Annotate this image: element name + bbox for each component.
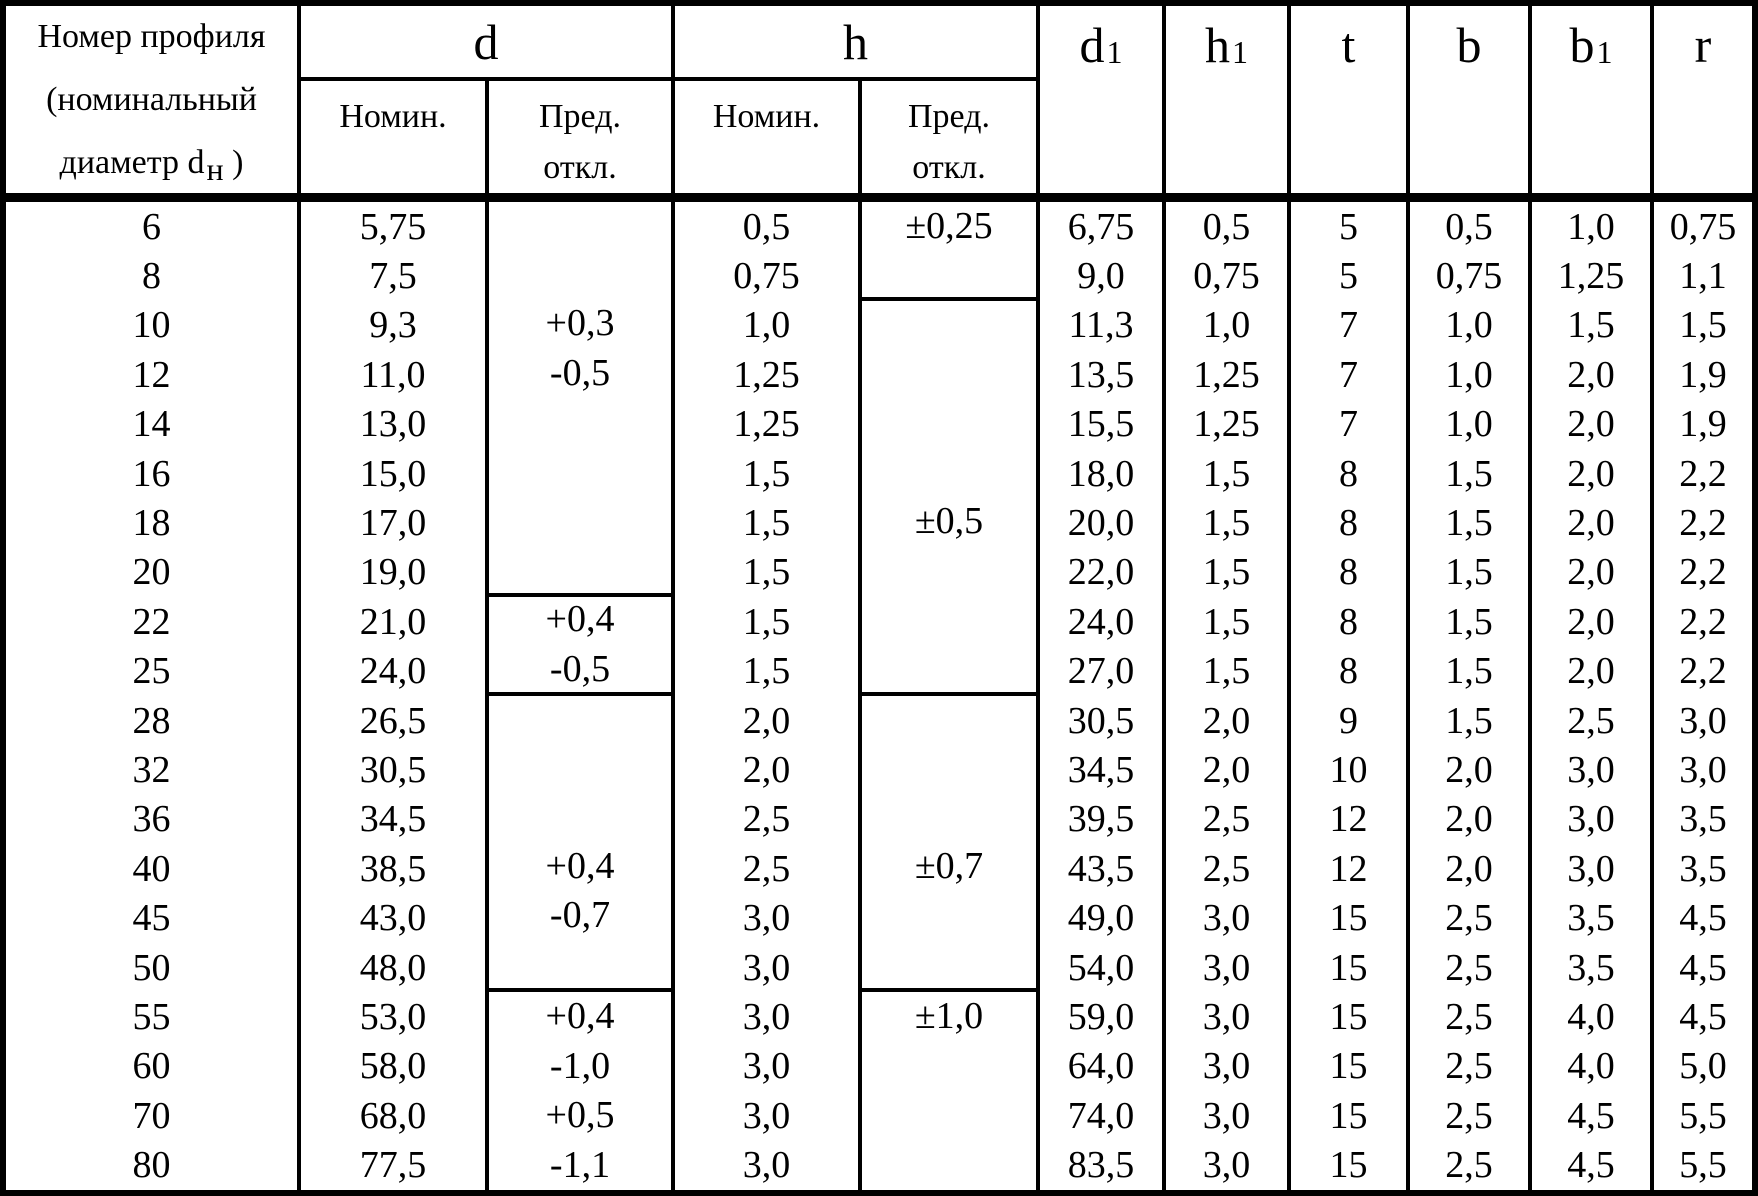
cell-b-60: 2,5 bbox=[1410, 1042, 1532, 1091]
cell-t-70: 15 bbox=[1291, 1091, 1410, 1140]
cell-profile-14: 14 bbox=[6, 400, 301, 449]
cell-profile-80: 80 bbox=[6, 1141, 301, 1190]
cell-h_nom-22: 1,5 bbox=[675, 597, 862, 646]
cell-b-16: 1,5 bbox=[1410, 449, 1532, 498]
cell-d1-55: 59,0 bbox=[1040, 992, 1166, 1041]
cell-h1-36: 2,5 bbox=[1166, 795, 1291, 844]
cell-profile-22: 22 bbox=[6, 597, 301, 646]
cell-b1-32: 3,0 bbox=[1532, 745, 1654, 794]
h_dev_blocks-block-1 bbox=[862, 301, 1040, 696]
cell-d1-8: 9,0 bbox=[1040, 251, 1166, 300]
cell-h_nom-16: 1,5 bbox=[675, 449, 862, 498]
cell-t-16: 8 bbox=[1291, 449, 1410, 498]
cell-h1-32: 2,0 bbox=[1166, 745, 1291, 794]
cell-d1-60: 64,0 bbox=[1040, 1042, 1166, 1091]
cell-r-36: 3,5 bbox=[1679, 798, 1727, 841]
cell-h_nom-36: 2,5 bbox=[675, 795, 862, 844]
cell-b-8: 0,75 bbox=[1410, 251, 1532, 300]
cell-b1-25: 2,0 bbox=[1532, 647, 1654, 696]
header-b: b bbox=[1410, 6, 1532, 202]
cell-b-28: 1,5 bbox=[1410, 696, 1532, 745]
cell-h1-70: 3,0 bbox=[1166, 1091, 1291, 1140]
cell-b1-18: 2,0 bbox=[1532, 498, 1654, 547]
cell-d_nom-16: 15,0 bbox=[301, 449, 489, 498]
cell-profile-45: 45 bbox=[6, 894, 301, 943]
cell-profile-32: 32 bbox=[6, 745, 301, 794]
d_dev_blocks-block-0 bbox=[489, 202, 675, 597]
cell-b1-6: 1,0 bbox=[1532, 202, 1654, 251]
cell-h_nom-55: 3,0 bbox=[675, 992, 862, 1041]
cell-d_nom-10: 9,3 bbox=[301, 301, 489, 350]
cell-d1-14: 15,5 bbox=[1040, 400, 1166, 449]
cell-b1-20: 2,0 bbox=[1532, 548, 1654, 597]
h_dev_blocks-block-2 bbox=[862, 696, 1040, 992]
cell-profile-50: 50 bbox=[6, 943, 301, 992]
cell-b1-22: 2,0 bbox=[1532, 597, 1654, 646]
header-t: t bbox=[1291, 6, 1410, 202]
cell-t-40: 12 bbox=[1291, 844, 1410, 893]
cell-h1-18: 1,5 bbox=[1166, 498, 1291, 547]
cell-t-18: 8 bbox=[1291, 498, 1410, 547]
cell-profile-40: 40 bbox=[6, 844, 301, 893]
cell-d_nom-55: 53,0 bbox=[301, 992, 489, 1041]
cell-d1-20: 22,0 bbox=[1040, 548, 1166, 597]
cell-profile-36: 36 bbox=[6, 795, 301, 844]
cell-h1-40: 2,5 bbox=[1166, 844, 1291, 893]
cell-d_nom-45: 43,0 bbox=[301, 894, 489, 943]
cell-d_nom-18: 17,0 bbox=[301, 498, 489, 547]
cell-h1-16: 1,5 bbox=[1166, 449, 1291, 498]
cell-d1-10: 11,3 bbox=[1040, 301, 1166, 350]
cell-b1-60: 4,0 bbox=[1532, 1042, 1654, 1091]
cell-h_nom-25: 1,5 bbox=[675, 647, 862, 696]
cell-r-12: 1,9 bbox=[1679, 353, 1727, 396]
cell-r-10: 1,5 bbox=[1679, 304, 1727, 347]
cell-r-28: 3,0 bbox=[1679, 699, 1727, 742]
cell-t-22: 8 bbox=[1291, 597, 1410, 646]
cell-r-55: 4,5 bbox=[1679, 996, 1727, 1039]
cell-b1-36: 3,0 bbox=[1532, 795, 1654, 844]
cell-d_nom-6: 5,75 bbox=[301, 202, 489, 251]
header-profile-line3: диаметр dн ) bbox=[59, 144, 244, 188]
cell-h_nom-40: 2,5 bbox=[675, 844, 862, 893]
cell-r-6: 0,75 bbox=[1669, 205, 1737, 248]
cell-h_nom-45: 3,0 bbox=[675, 894, 862, 943]
cell-r-45: 4,5 bbox=[1679, 897, 1727, 940]
cell-t-14: 7 bbox=[1291, 400, 1410, 449]
cell-h_nom-14: 1,25 bbox=[675, 400, 862, 449]
cell-b-18: 1,5 bbox=[1410, 498, 1532, 547]
cell-h_nom-80: 3,0 bbox=[675, 1141, 862, 1190]
cell-d1-40: 43,5 bbox=[1040, 844, 1166, 893]
cell-h1-14: 1,25 bbox=[1166, 400, 1291, 449]
cell-d1-22: 24,0 bbox=[1040, 597, 1166, 646]
d_dev_blocks-block-3 bbox=[489, 992, 675, 1190]
cell-b1-50: 3,5 bbox=[1532, 943, 1654, 992]
cell-d_nom-32: 30,5 bbox=[301, 745, 489, 794]
cell-d1-18: 20,0 bbox=[1040, 498, 1166, 547]
header-h1: h 1 bbox=[1166, 6, 1291, 202]
cell-h1-28: 2,0 bbox=[1166, 696, 1291, 745]
cell-b-32: 2,0 bbox=[1410, 745, 1532, 794]
header-h-deviation: Пред. откл. bbox=[862, 81, 1040, 202]
cell-r-18: 2,2 bbox=[1679, 502, 1727, 545]
cell-h_nom-12: 1,25 bbox=[675, 350, 862, 399]
d_dev_blocks-block-2-text: +0,4 -0,7 bbox=[545, 844, 615, 937]
cell-b-22: 1,5 bbox=[1410, 597, 1532, 646]
cell-b1-28: 2,5 bbox=[1532, 696, 1654, 745]
cell-b-20: 1,5 bbox=[1410, 548, 1532, 597]
cell-t-12: 7 bbox=[1291, 350, 1410, 399]
cell-t-28: 9 bbox=[1291, 696, 1410, 745]
subscript-1: 1 bbox=[1232, 34, 1248, 71]
cell-h1-6: 0,5 bbox=[1166, 202, 1291, 251]
cell-b-36: 2,0 bbox=[1410, 795, 1532, 844]
cell-b1-45: 3,5 bbox=[1532, 894, 1654, 943]
cell-h_nom-60: 3,0 bbox=[675, 1042, 862, 1091]
d_dev_blocks-block-1 bbox=[489, 597, 675, 696]
cell-b1-14: 2,0 bbox=[1532, 400, 1654, 449]
cell-t-25: 8 bbox=[1291, 647, 1410, 696]
cell-t-55: 15 bbox=[1291, 992, 1410, 1041]
cell-b-55: 2,5 bbox=[1410, 992, 1532, 1041]
h_dev_blocks-block-3-text: ±1,0 bbox=[914, 995, 984, 1038]
header-profile-line1: Номер профиля bbox=[37, 18, 266, 55]
cell-d_nom-25: 24,0 bbox=[301, 647, 489, 696]
cell-b1-12: 2,0 bbox=[1532, 350, 1654, 399]
cell-h_nom-70: 3,0 bbox=[675, 1091, 862, 1140]
cell-b1-55: 4,0 bbox=[1532, 992, 1654, 1041]
cell-profile-6: 6 bbox=[6, 202, 301, 251]
cell-d_nom-14: 13,0 bbox=[301, 400, 489, 449]
subscript-1: 1 bbox=[1596, 34, 1613, 71]
cell-b-45: 2,5 bbox=[1410, 894, 1532, 943]
cell-t-45: 15 bbox=[1291, 894, 1410, 943]
cell-d1-6: 6,75 bbox=[1040, 202, 1166, 251]
cell-b-14: 1,0 bbox=[1410, 400, 1532, 449]
cell-h_nom-8: 0,75 bbox=[675, 251, 862, 300]
cell-d_nom-40: 38,5 bbox=[301, 844, 489, 893]
cell-b-70: 2,5 bbox=[1410, 1091, 1532, 1140]
cell-r-32: 3,0 bbox=[1679, 749, 1727, 792]
cell-profile-25: 25 bbox=[6, 647, 301, 696]
cell-h1-25: 1,5 bbox=[1166, 647, 1291, 696]
cell-d1-32: 34,5 bbox=[1040, 745, 1166, 794]
cell-d_nom-12: 11,0 bbox=[301, 350, 489, 399]
cell-t-36: 12 bbox=[1291, 795, 1410, 844]
cell-d_nom-22: 21,0 bbox=[301, 597, 489, 646]
cell-d_nom-70: 68,0 bbox=[301, 1091, 489, 1140]
cell-d1-50: 54,0 bbox=[1040, 943, 1166, 992]
cell-b-12: 1,0 bbox=[1410, 350, 1532, 399]
cell-h_nom-32: 2,0 bbox=[675, 745, 862, 794]
cell-h1-20: 1,5 bbox=[1166, 548, 1291, 597]
cell-b1-10: 1,5 bbox=[1532, 301, 1654, 350]
header-group-h: h bbox=[675, 6, 1040, 81]
cell-b1-16: 2,0 bbox=[1532, 449, 1654, 498]
d_dev_blocks-block-2 bbox=[489, 696, 675, 992]
cell-b-25: 1,5 bbox=[1410, 647, 1532, 696]
cell-h1-8: 0,75 bbox=[1166, 251, 1291, 300]
cell-t-60: 15 bbox=[1291, 1042, 1410, 1091]
cell-h1-12: 1,25 bbox=[1166, 350, 1291, 399]
header-group-d: d bbox=[301, 6, 675, 81]
cell-r-8: 1,1 bbox=[1679, 255, 1727, 298]
d_dev_blocks-block-1-text: +0,4 -0,5 bbox=[545, 598, 615, 690]
subscript-1: 1 bbox=[1106, 34, 1123, 71]
subscript-n: н bbox=[206, 151, 224, 188]
cell-r-60: 5,0 bbox=[1679, 1045, 1727, 1088]
cell-d_nom-28: 26,5 bbox=[301, 696, 489, 745]
cell-r-50: 4,5 bbox=[1679, 946, 1727, 989]
cell-r-25: 2,2 bbox=[1679, 650, 1727, 693]
cell-d1-70: 74,0 bbox=[1040, 1091, 1166, 1140]
cell-r-80: 5,5 bbox=[1679, 1144, 1727, 1187]
header-b1: b 1 bbox=[1532, 6, 1654, 202]
cell-h1-80: 3,0 bbox=[1166, 1141, 1291, 1190]
header-profile-line2: (номинальный bbox=[46, 81, 257, 118]
cell-profile-16: 16 bbox=[6, 449, 301, 498]
cell-t-20: 8 bbox=[1291, 548, 1410, 597]
cell-h_nom-28: 2,0 bbox=[675, 696, 862, 745]
cell-t-32: 10 bbox=[1291, 745, 1410, 794]
cell-b1-8: 1,25 bbox=[1532, 251, 1654, 300]
cell-profile-70: 70 bbox=[6, 1091, 301, 1140]
cell-profile-8: 8 bbox=[6, 251, 301, 300]
cell-d1-36: 39,5 bbox=[1040, 795, 1166, 844]
h_dev_blocks-block-0-text: ±0,25 bbox=[905, 205, 993, 247]
cell-t-10: 7 bbox=[1291, 301, 1410, 350]
cell-h1-45: 3,0 bbox=[1166, 894, 1291, 943]
cell-t-80: 15 bbox=[1291, 1141, 1410, 1190]
header-d1: d 1 bbox=[1040, 6, 1166, 202]
cell-profile-55: 55 bbox=[6, 992, 301, 1041]
h_dev_blocks-block-2-text: ±0,7 bbox=[914, 845, 984, 888]
cell-d1-16: 18,0 bbox=[1040, 449, 1166, 498]
header-r: r bbox=[1654, 6, 1752, 202]
cell-b-40: 2,0 bbox=[1410, 844, 1532, 893]
cell-d_nom-50: 48,0 bbox=[301, 943, 489, 992]
cell-t-6: 5 bbox=[1291, 202, 1410, 251]
cell-d_nom-80: 77,5 bbox=[301, 1141, 489, 1190]
h_dev_blocks-block-0 bbox=[862, 202, 1040, 301]
cell-h1-55: 3,0 bbox=[1166, 992, 1291, 1041]
cell-d1-25: 27,0 bbox=[1040, 647, 1166, 696]
cell-h_nom-18: 1,5 bbox=[675, 498, 862, 547]
cell-b-10: 1,0 bbox=[1410, 301, 1532, 350]
cell-b1-80: 4,5 bbox=[1532, 1141, 1654, 1190]
header-d-deviation: Пред. откл. bbox=[489, 81, 675, 202]
d_dev_blocks-block-0-text: +0,3 -0,5 bbox=[545, 302, 615, 394]
d_dev_blocks-block-3-text: +0,4 -1,0 +0,5 -1,1 bbox=[545, 995, 615, 1186]
cell-h1-10: 1,0 bbox=[1166, 301, 1291, 350]
cell-b-6: 0,5 bbox=[1410, 202, 1532, 251]
cell-h1-22: 1,5 bbox=[1166, 597, 1291, 646]
h_dev_blocks-block-3 bbox=[862, 992, 1040, 1190]
cell-r-22: 2,2 bbox=[1679, 600, 1727, 643]
cell-profile-28: 28 bbox=[6, 696, 301, 745]
cell-t-8: 5 bbox=[1291, 251, 1410, 300]
cell-r-40: 3,5 bbox=[1679, 847, 1727, 890]
cell-d_nom-8: 7,5 bbox=[301, 251, 489, 300]
cell-profile-60: 60 bbox=[6, 1042, 301, 1091]
cell-d1-80: 83,5 bbox=[1040, 1141, 1166, 1190]
cell-profile-10: 10 bbox=[6, 301, 301, 350]
cell-profile-20: 20 bbox=[6, 548, 301, 597]
cell-r-14: 1,9 bbox=[1679, 403, 1727, 446]
cell-b1-70: 4,5 bbox=[1532, 1091, 1654, 1140]
cell-d_nom-20: 19,0 bbox=[301, 548, 489, 597]
cell-profile-12: 12 bbox=[6, 350, 301, 399]
cell-h_nom-20: 1,5 bbox=[675, 548, 862, 597]
cell-h_nom-6: 0,5 bbox=[675, 202, 862, 251]
header-d-nominal: Номин. bbox=[301, 81, 489, 202]
cell-h_nom-10: 1,0 bbox=[675, 301, 862, 350]
cell-profile-18: 18 bbox=[6, 498, 301, 547]
header-h-nominal: Номин. bbox=[675, 81, 862, 202]
cell-h1-60: 3,0 bbox=[1166, 1042, 1291, 1091]
header-profile-number bbox=[6, 6, 301, 202]
cell-d_nom-36: 34,5 bbox=[301, 795, 489, 844]
h_dev_blocks-block-1-text: ±0,5 bbox=[914, 499, 984, 542]
cell-t-50: 15 bbox=[1291, 943, 1410, 992]
cell-d_nom-60: 58,0 bbox=[301, 1042, 489, 1091]
cell-r-16: 2,2 bbox=[1679, 452, 1727, 495]
cell-r-20: 2,2 bbox=[1679, 551, 1727, 594]
cell-d1-45: 49,0 bbox=[1040, 894, 1166, 943]
cell-d1-28: 30,5 bbox=[1040, 696, 1166, 745]
cell-b-80: 2,5 bbox=[1410, 1141, 1532, 1190]
cell-h1-50: 3,0 bbox=[1166, 943, 1291, 992]
cell-d1-12: 13,5 bbox=[1040, 350, 1166, 399]
cell-h_nom-50: 3,0 bbox=[675, 943, 862, 992]
cell-b1-40: 3,0 bbox=[1532, 844, 1654, 893]
cell-b-50: 2,5 bbox=[1410, 943, 1532, 992]
cell-r-70: 5,5 bbox=[1679, 1094, 1727, 1137]
